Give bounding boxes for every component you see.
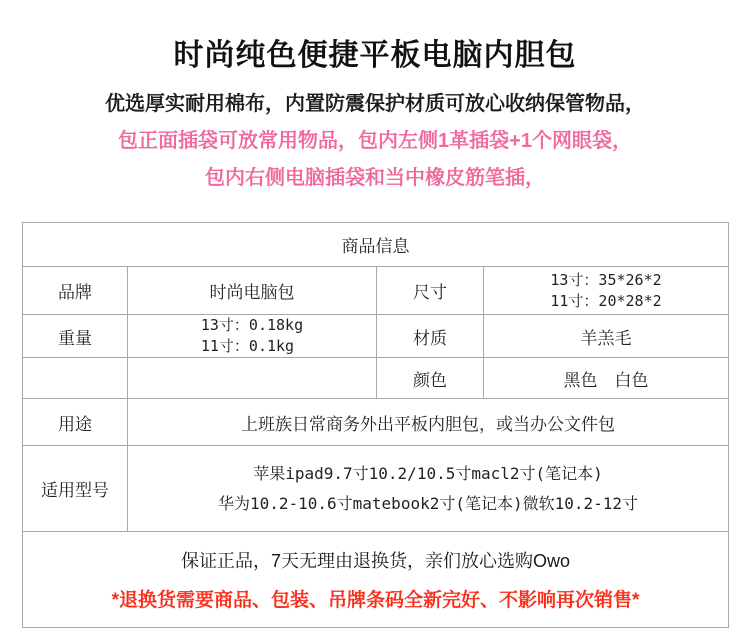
guarantee-text: 保证正品，7天无理由退换货，亲们放心选购Owo: [180, 551, 571, 571]
color-label: 颜色: [377, 358, 484, 399]
size-label: 尺寸: [377, 267, 484, 315]
brand-value: 时尚电脑包: [128, 267, 377, 315]
weight-value-line-1: 13寸：0.18kg: [200, 316, 304, 334]
feature-highlight-line-1: 包正面插袋可放常用物品，包内左侧1革插袋+1个网眼袋，: [118, 130, 632, 152]
footer-row: [23, 532, 729, 628]
table-title: 商品信息: [23, 223, 729, 267]
weight-material-row: [23, 315, 729, 358]
brand-size-row: [23, 267, 729, 315]
empty-cell-left: [23, 358, 128, 399]
material-label: 材质: [377, 315, 484, 358]
usage-label: 用途: [23, 399, 128, 446]
weight-value-line-2: 11寸：0.1kg: [200, 337, 295, 355]
feature-highlight-line-2: 包内右侧电脑插袋和当中橡皮筋笔插，: [205, 167, 545, 189]
weight-label: 重量: [23, 315, 128, 358]
models-row: [23, 446, 729, 532]
weight-value: [201, 315, 303, 357]
size-value-cell: [484, 267, 729, 315]
page-title: 时尚纯色便捷平板电脑内胆包: [173, 39, 577, 72]
product-subtitle: 优选厚实耐用棉布，内置防震保护材质可放心收纳保管物品，: [105, 93, 645, 115]
return-policy-text: *退换货需要商品、包装、吊牌条码全新完好、不影响再次销售*: [111, 590, 640, 611]
usage-row: [23, 399, 729, 446]
size-value-line-2: 11寸：20*28*2: [550, 291, 662, 310]
weight-value-cell: [128, 315, 377, 358]
empty-cell-mid: [128, 358, 377, 399]
size-value-line-1: 13寸：35*26*2: [550, 270, 662, 289]
brand-label: 品牌: [23, 267, 128, 315]
material-value: 羊羔毛: [484, 315, 729, 358]
models-value-line-1: 苹果ipad9.7寸10.2/10.5寸macl2寸(笔记本): [253, 463, 603, 483]
product-detail-page: [0, 30, 750, 628]
size-value: [550, 270, 661, 312]
product-info-table: [22, 222, 729, 628]
models-label: 适用型号: [23, 446, 128, 532]
models-value-cell: [128, 446, 729, 532]
usage-value: 上班族日常商务外出平板内胆包，或当办公文件包: [128, 399, 729, 446]
models-value-line-2: 华为10.2-10.6寸matebook2寸(笔记本)微软10.2-12寸: [217, 493, 639, 513]
color-row: [23, 358, 729, 399]
footer-cell: [23, 532, 729, 628]
table-header-row: [23, 223, 729, 267]
color-value: 黑色 白色: [484, 358, 729, 399]
